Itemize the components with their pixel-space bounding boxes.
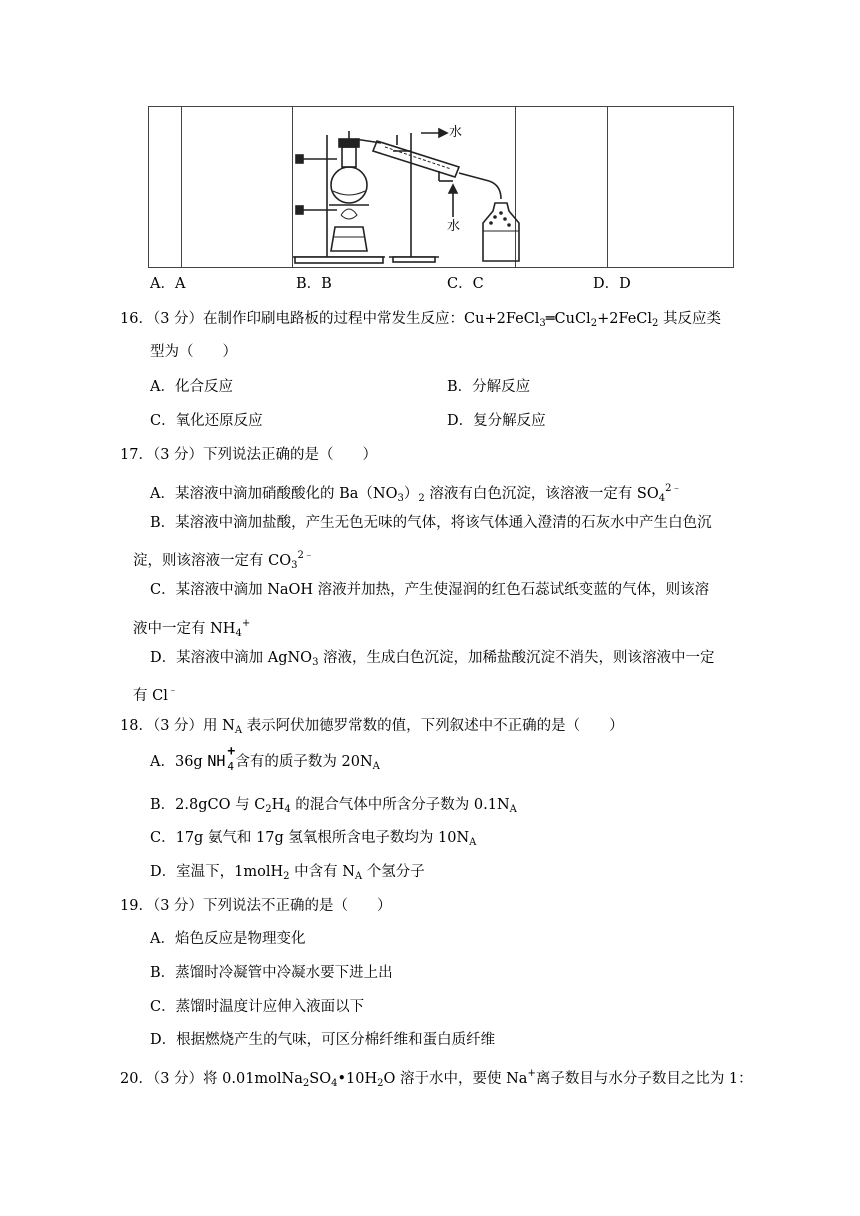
q16-stem-line1: 16．（3 分）在制作印刷电路板的过程中常发生反应：Cu+2FeCl$_3$═CuCl$_2$+2FeCl$_2$ 其反应类 [120,311,722,329]
q15-option-b: B．B [296,276,332,292]
q20-stem: 20．（3 分）将 $0.01molNa_2SO_4•10H_2O$ 溶于水中，要使 Na+离子数目与水分子数目之比为 1： [120,1068,753,1089]
q17-option-c-line2: 液中一定有 $NH_4^+$ [133,618,251,639]
q16-option-c: C．氧化还原反应 [150,413,263,429]
q18-option-c: C．17g 氨气和 17g 氢氧根所含电子数均为 $10N_A$ [150,830,477,848]
q18-option-d: D．室温下，1molH$_2$ 中含有 $N_A$ 个氢分子 [150,864,425,882]
q19-option-a: A．焰色反应是物理变化 [150,931,306,947]
ammonium-ion: NH + 4 [207,744,236,773]
water-in-label: 水 [447,219,461,234]
q17-option-c-line1: C．某溶液中滴加 NaOH 溶液并加热，产生使湿润的红色石蕊试纸变蓝的气体，则该溶 [150,582,710,598]
q16-stem-line2: 型为（ ） [150,344,237,360]
q18-stem: 18．（3 分）用 $N_A$ 表示阿伏加德罗常数的值，下列叙述中不正确的是（ ） [120,718,624,736]
q17-option-b-line1: B．某溶液中滴加盐酸，产生无色无味的气体，将该气体通入澄清的石灰水中产生白色沉 [150,515,712,531]
q18-option-b: B．2.8gCO 与 $C_2H_4$ 的混合气体中所含分子数为 $0.1N_A$ [150,797,517,815]
q19-option-d: D．根据燃烧产生的气味，可区分棉纤维和蛋白质纤维 [150,1032,496,1048]
distillation-apparatus-drawing [149,107,735,269]
q15-option-a: A．A [150,276,186,292]
q18-option-a: A．36g NH + 4 含有的质子数为 $20N_A$ [150,744,380,773]
q19-stem: 19．（3 分）下列说法不正确的是（ ） [120,898,392,914]
q16-option-b: B．分解反应 [447,379,531,395]
apparatus-figure [148,106,734,268]
q15-option-d: D．D [593,276,631,292]
q15-option-c: C．C [447,276,484,292]
q17-option-b-line2: 淀，则该溶液一定有 $CO_3^{2﹣}$ [133,550,314,571]
water-out-label: 水 [449,125,463,140]
q19-option-c: C．蒸馏时温度计应伸入液面以下 [150,999,365,1015]
q17-option-d-line1: D．某溶液中滴加 AgNO$_3$ 溶液，生成白色沉淀，加稀盐酸沉淀不消失，则该溶液中一定 [150,650,715,668]
q19-option-b: B．蒸馏时冷凝管中冷凝水要下进上出 [150,965,393,981]
q17-option-a: A．某溶液中滴加硝酸酸化的 $Ba(NO_3)_2$ 溶液有白色沉淀，该溶液一定有 $SO_4^{2﹣}$ [150,483,682,504]
q17-option-d-line2: 有 Cl﹣ [133,685,178,704]
q16-option-a: A．化合反应 [150,379,233,395]
q17-stem: 17．（3 分）下列说法正确的是（ ） [120,447,378,463]
q16-option-d: D．复分解反应 [447,413,546,429]
